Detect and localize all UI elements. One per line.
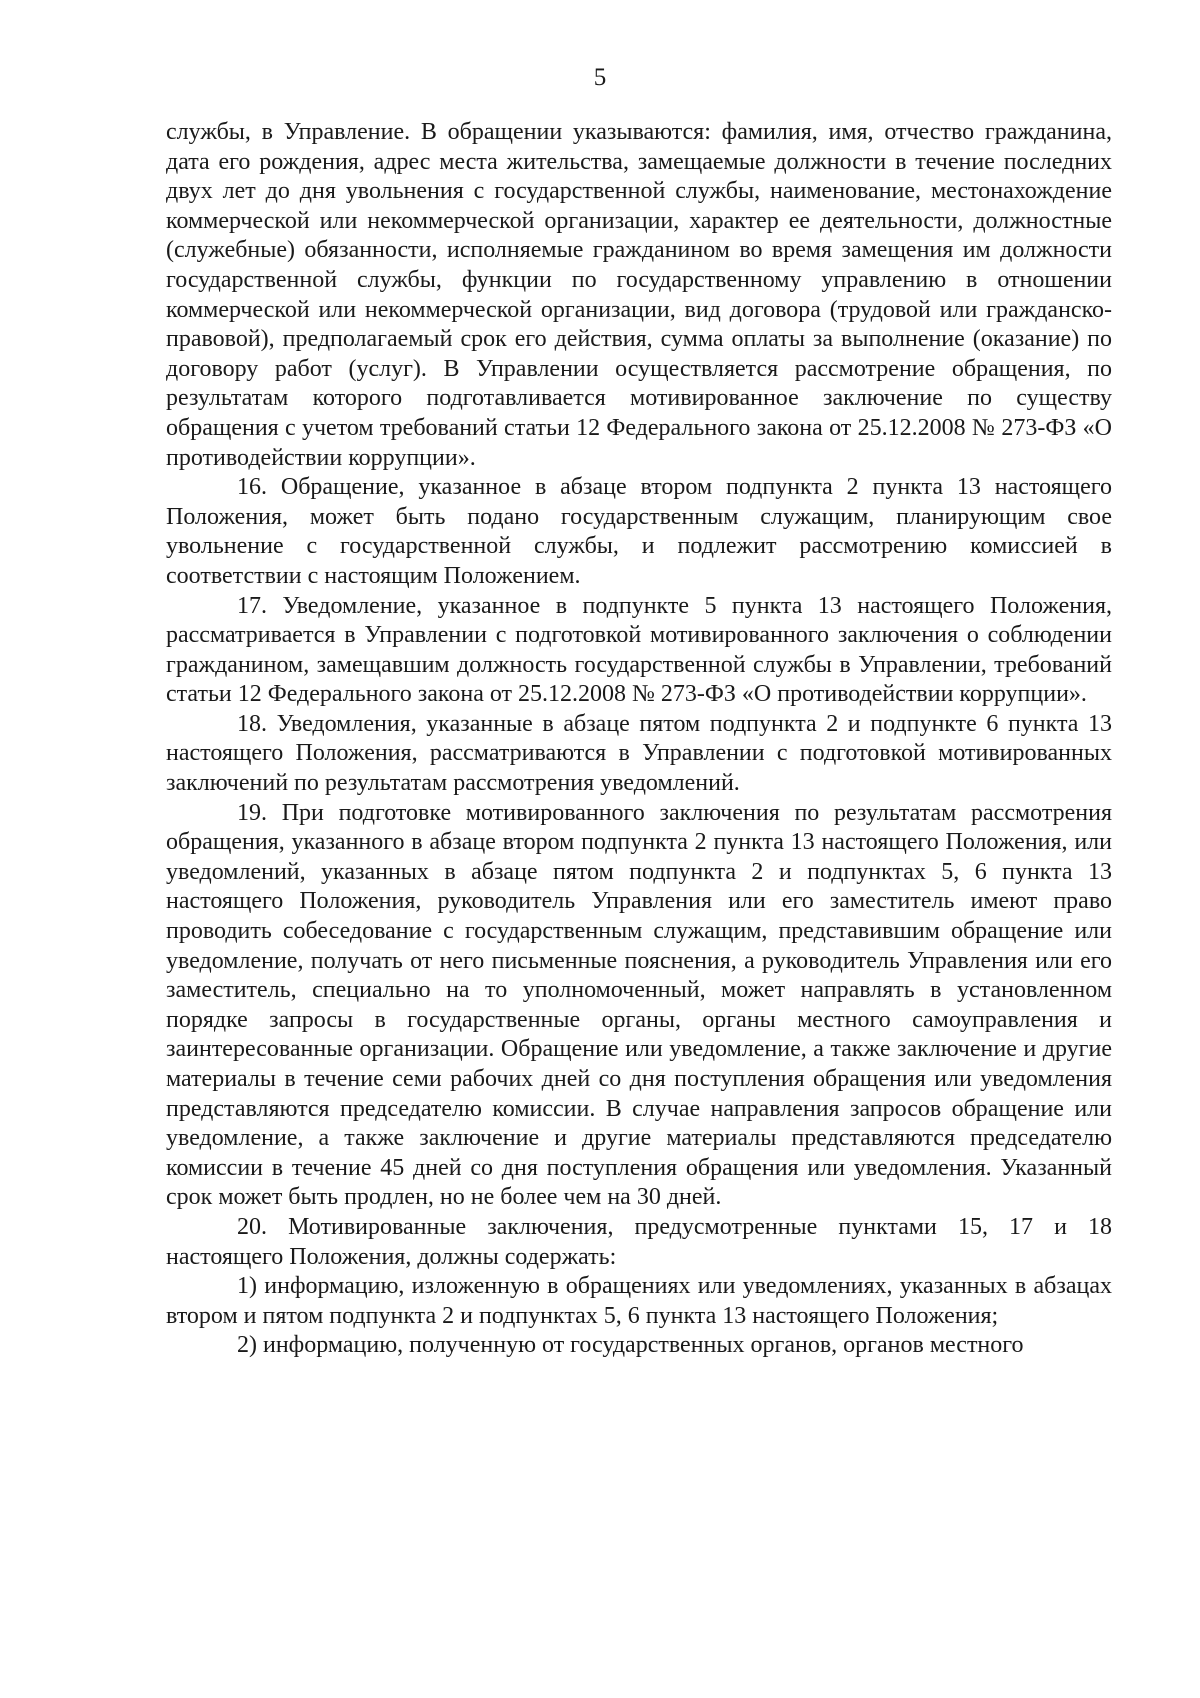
document-body <box>166 118 1112 1361</box>
paragraph-20: 20. Мотивированные заключения, предусмотренные пунктами 15, 17 и 18 настоящего Положения, должны содержать: <box>166 1213 1112 1270</box>
paragraph-16: 16. Обращение, указанное в абзаце втором подпункта 2 пункта 13 настоящего Положения, может быть подано государственным служащим, планирующим свое увольнение с государственной службы, и подлежит рассмотрению комиссией в соответствии с настоящим Положением. <box>166 474 1112 589</box>
paragraph-20-item-1: 1) информацию, изложенную в обращениях или уведомлениях, указанных в абзацах втором и пятом подпункта 2 и подпунктах 5, 6 пункта 13 настоящего Положения; <box>166 1273 1112 1329</box>
paragraph-17: 17. Уведомление, указанное в подпункте 5 пункта 13 настоящего Положения, рассматривается в Управлении с подготовкой мотивированного заключения о соблюдении гражданином, замещавшим должность государственной службы в Управлении, требований статьи 12 Федерального закона от 25.12.2008 № 273-ФЗ «О противодействии коррупции». <box>166 592 1112 708</box>
page-number: 5 <box>593 64 607 91</box>
paragraph-19: 19. При подготовке мотивированного заключения по результатам рассмотрения обращения, указанного в абзаце втором подпункта 2 пункта 13 настоящего Положения, или уведомлений, указанных в абзаце пятом подпункта 2 и подпунктах 5, 6 пункта 13 настоящего Положения, руководитель Управления или его заместитель имеют право проводить собеседование с государственным служащим, представившим обращение или уведомление, получать от него письменные пояснения, а руководитель Управления или его заместитель, специально на то уполномоченный, может направлять в установленном порядке запросы в государственные органы, органы местного самоуправления и заинтересованные организации. Обращение или уведомление, а также заключение и другие материалы в течение семи рабочих дней со дня поступления обращения или уведомления представляются председателю комиссии. В случае направления запросов обращение или уведомление, а также заключение и другие материалы представляются председателю комиссии в течение 45 дней со дня поступления обращения или уведомления. Указанный срок может быть продлен, но не более чем на 30 дней. <box>166 799 1112 1211</box>
paragraph-20-item-2: 2) информацию, полученную от государственных органов, органов местного <box>237 1332 1024 1359</box>
paragraph-15-continuation: службы, в Управление. В обращении указываются: фамилия, имя, отчество гражданина, дата его рождения, адрес места жительства, замещаемые должности в течение последних двух лет до дня увольнения с государственной службы, наименование, местонахождение коммерческой или некоммерческой организации, характер ее деятельности, должностные (служебные) обязанности, исполняемые гражданином во время замещения им должности государственной службы, функции по государственному управлению в отношении коммерческой или некоммерческой организации, вид договора (трудовой или гражданско-правовой), предполагаемый срок его действия, сумма оплаты за выполнение (оказание) по договору работ (услуг). В Управлении осуществляется рассмотрение обращения, по результатам которого подготавливается мотивированное заключение по существу обращения с учетом требований статьи 12 Федерального закона от 25.12.2008 № 273-ФЗ «О противодействии коррупции». <box>166 119 1112 471</box>
paragraph-18: 18. Уведомления, указанные в абзаце пятом подпункта 2 и подпункте 6 пункта 13 настоящего Положения, рассматриваются в Управлении с подготовкой мотивированных заключений по результатам рассмотрения уведомлений. <box>166 710 1112 797</box>
